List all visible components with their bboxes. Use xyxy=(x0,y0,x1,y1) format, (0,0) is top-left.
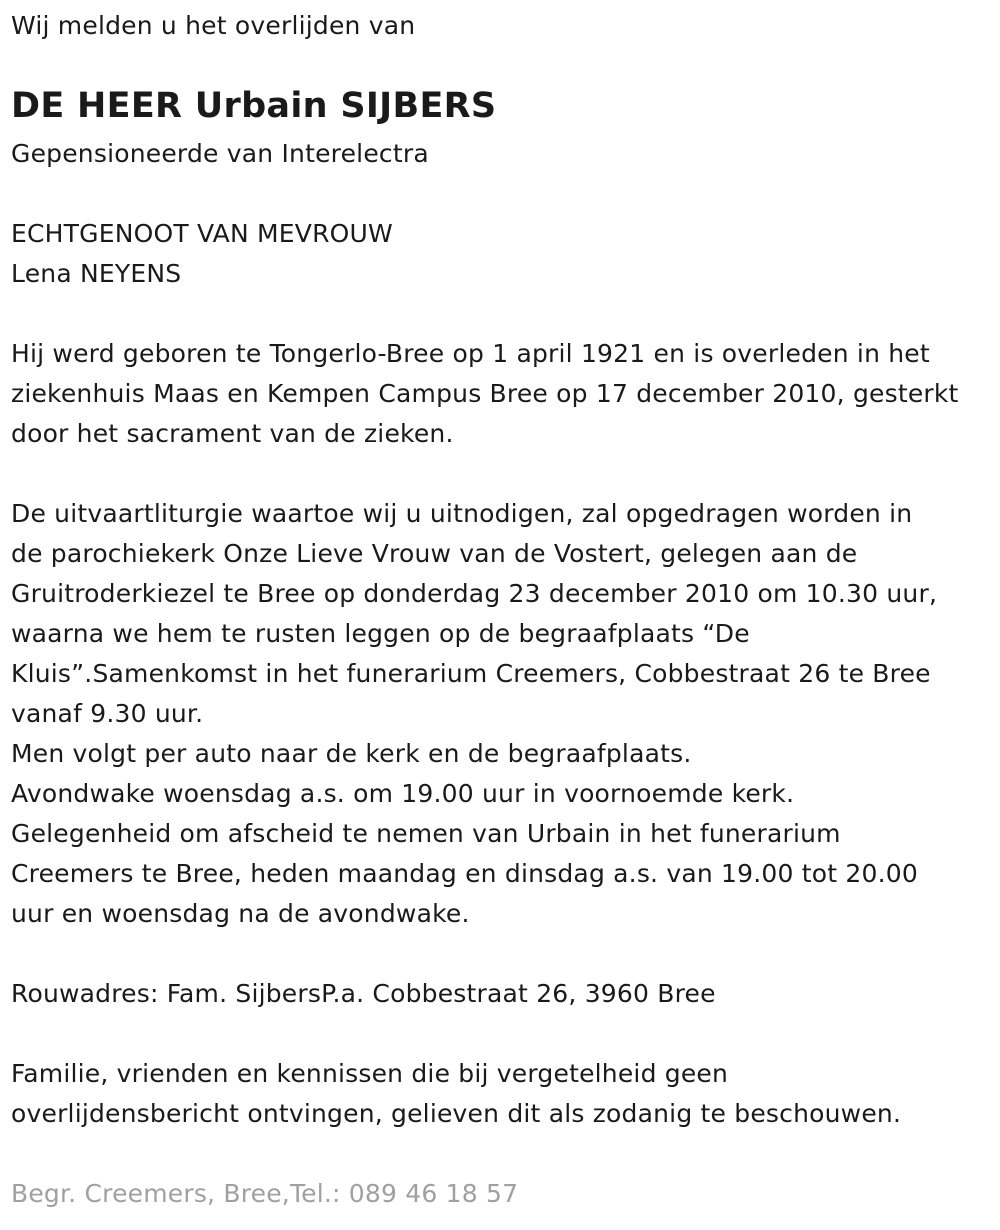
occupation-block xyxy=(11,134,429,174)
paragraph-line: ziekenhuis Maas en Kempen Campus Bree op 17 december 2010, gesterkt xyxy=(11,379,959,408)
paragraph-line: door het sacrament van de zieken. xyxy=(11,419,454,448)
paragraph-line: Creemers te Bree, heden maandag en dinsdag a.s. van 19.00 tot 20.00 xyxy=(11,859,918,888)
paragraph-line: waarna we hem te rusten leggen op de begraafplaats “De xyxy=(11,619,750,648)
paragraph-line: Hij werd geboren te Tongerlo-Bree op 1 april 1921 en is overleden in het xyxy=(11,339,930,368)
intro-text: Wij melden u het overlijden van xyxy=(11,11,416,40)
address-block xyxy=(11,974,716,1014)
occupation-text: Gepensioneerde van Interelectra xyxy=(11,139,429,168)
paragraph-line: Kluis”.Samenkomst in het funerarium Creemers, Cobbestraat 26 te Bree xyxy=(11,659,931,688)
paragraph-line: vanaf 9.30 uur. xyxy=(11,699,204,728)
deceased-name: DE HEER Urbain SIJBERS xyxy=(11,86,497,126)
birth-death-paragraph xyxy=(11,334,959,454)
paragraph-line: De uitvaartliturgie waartoe wij u uitnodigen, zal opgedragen worden in xyxy=(11,499,913,528)
spouse-relation: ECHTGENOOT VAN MEVROUW xyxy=(11,219,393,248)
undertaker-footer: Begr. Creemers, Bree,Tel.: 089 46 18 57 xyxy=(11,1179,519,1208)
spouse-block xyxy=(11,214,393,294)
paragraph-line: de parochiekerk Onze Lieve Vrouw van de Vostert, gelegen aan de xyxy=(11,539,858,568)
spouse-name: Lena NEYENS xyxy=(11,259,182,288)
paragraph-line: Gelegenheid om afscheid te nemen van Urbain in het funerarium xyxy=(11,819,841,848)
funeral-paragraph xyxy=(11,494,937,934)
paragraph-line: Avondwake woensdag a.s. om 19.00 uur in voornoemde kerk. xyxy=(11,779,795,808)
paragraph-line: Men volgt per auto naar de kerk en de begraafplaats. xyxy=(11,739,692,768)
closing-paragraph xyxy=(11,1054,901,1134)
paragraph-line: Gruitroderkiezel te Bree op donderdag 23 december 2010 om 10.30 uur, xyxy=(11,579,938,608)
mourning-address: Rouwadres: Fam. SijbersP.a. Cobbestraat 26, 3960 Bree xyxy=(11,979,716,1008)
paragraph-line: uur en woensdag na de avondwake. xyxy=(11,899,470,928)
paragraph-line: overlijdensbericht ontvingen, gelieven dit als zodanig te beschouwen. xyxy=(11,1099,902,1128)
paragraph-line: Familie, vrienden en kennissen die bij vergetelheid geen xyxy=(11,1059,729,1088)
